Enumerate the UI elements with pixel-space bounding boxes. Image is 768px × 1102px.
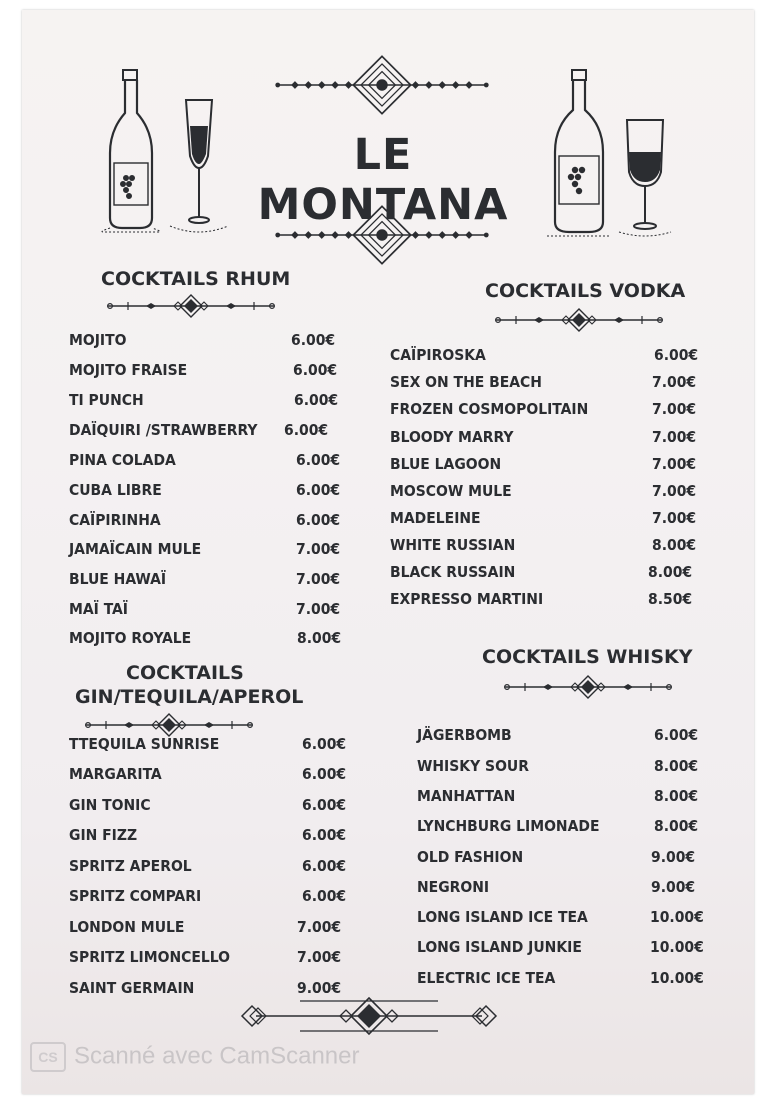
camscanner-logo: CS [30,1042,66,1072]
menu-item [69,570,349,592]
item-price: 6.00€ [302,887,347,905]
menu-item [390,482,710,504]
item-name: JAMAÏCAIN MULE [69,540,202,558]
item-price: 7.00€ [297,918,342,936]
item-name: SPRITZ APEROL [69,857,192,875]
item-price: 8.00€ [648,563,693,581]
menu-item [69,948,354,970]
wine-glass-icon [615,112,675,240]
section-title-whisky: COCKTAILS WHISKY [482,646,693,668]
menu-item [417,817,717,839]
menu-item [390,346,710,368]
item-price: 8.00€ [654,817,699,835]
item-name: WHISKY SOUR [417,757,529,775]
menu-item [417,787,717,809]
item-price: 6.00€ [284,421,329,439]
item-name: NEGRONI [417,878,490,896]
section-divider [503,675,673,699]
menu-item [69,361,349,383]
menu-item [390,563,710,585]
item-price: 8.00€ [654,757,699,775]
item-price: 7.00€ [296,600,341,618]
item-name: BLOODY MARRY [390,428,514,446]
item-name: BLACK RUSSAIN [390,563,516,581]
item-price: 7.00€ [652,509,697,527]
menu-item [417,726,717,748]
item-price: 6.00€ [296,511,341,529]
item-name: SPRITZ LIMONCELLO [69,948,230,966]
section-title-gin-line1: COCKTAILS [126,662,244,684]
item-price: 10.00€ [650,908,704,926]
menu-item [69,481,349,503]
menu-item [390,590,710,612]
menu-item [69,391,349,413]
menu-item [69,451,349,473]
item-name: GIN FIZZ [69,826,138,844]
item-price: 6.00€ [302,857,347,875]
item-price: 9.00€ [651,878,696,896]
menu-item [69,765,354,787]
menu-item [69,796,354,818]
item-name: PINA COLADA [69,451,176,469]
menu-item [390,536,710,558]
item-name: SPRITZ COMPARI [69,887,202,905]
item-name: MARGARITA [69,765,162,783]
section-title-vodka: COCKTAILS VODKA [485,280,686,302]
menu-item [69,421,349,443]
item-price: 8.50€ [648,590,693,608]
item-price: 6.00€ [296,451,341,469]
item-price: 7.00€ [296,540,341,558]
item-price: 6.00€ [654,726,699,744]
item-price: 6.00€ [296,481,341,499]
item-name: LONG ISLAND ICE TEA [417,908,588,926]
menu-item [390,455,710,477]
menu-item [417,757,717,779]
item-name: MOSCOW MULE [390,482,512,500]
item-name: BLUE LAGOON [390,455,502,473]
item-name: ELECTRIC ICE TEA [417,969,556,987]
menu-item [417,969,717,991]
menu-item [69,826,354,848]
menu-title: LE MONTANA [257,130,509,230]
item-price: 8.00€ [297,629,342,647]
item-price: 8.00€ [652,536,697,554]
wine-bottle-icon [545,68,615,240]
menu-item [69,857,354,879]
item-name: SAINT GERMAIN [69,979,195,997]
item-price: 9.00€ [651,848,696,866]
item-price: 7.00€ [652,482,697,500]
item-name: MOJITO FRAISE [69,361,188,379]
item-name: CUBA LIBRE [69,481,162,499]
watermark-text: Scanné avec CamScanner [74,1042,360,1070]
menu-item [417,938,717,960]
menu-item [69,887,354,909]
section-divider [106,294,276,318]
menu-item [390,373,710,395]
item-name: WHITE RUSSIAN [390,536,516,554]
menu-item [69,600,349,622]
item-name: MOJITO [69,331,127,349]
menu-item [417,908,717,930]
item-name: FROZEN COSMOPOLITAIN [390,400,589,418]
item-price: 6.00€ [293,361,338,379]
item-name: DAÏQUIRI /STRAWBERRY [69,421,258,439]
section-divider [494,308,664,332]
section-divider [84,713,254,737]
item-price: 6.00€ [291,331,336,349]
item-name: TI PUNCH [69,391,144,409]
item-name: MANHATTAN [417,787,516,805]
menu-item [417,848,717,870]
item-name: TTEQUILA SUNRISE [69,735,220,753]
item-name: BLUE HAWAÏ [69,570,167,588]
item-name: LYNCHBURG LIMONADE [417,817,600,835]
item-name: SEX ON THE BEACH [390,373,542,391]
menu-item [417,878,717,900]
item-price: 6.00€ [302,796,347,814]
menu-item [69,331,349,353]
section-title-gin-line2: GIN/TEQUILA/APEROL [75,686,304,708]
item-name: LONDON MULE [69,918,185,936]
item-price: 7.00€ [296,570,341,588]
item-price: 6.00€ [302,735,347,753]
item-price: 6.00€ [654,346,699,364]
item-name: MADELEINE [390,509,481,527]
item-name: CAÏPIRINHA [69,511,161,529]
item-price: 7.00€ [297,948,342,966]
item-name: LONG ISLAND JUNKIE [417,938,582,956]
item-price: 7.00€ [652,400,697,418]
menu-item [69,511,349,533]
section-title-rhum: COCKTAILS RHUM [101,268,291,290]
item-name: MOJITO ROYALE [69,629,192,647]
menu-item [69,918,354,940]
menu-item [69,540,349,562]
item-price: 6.00€ [302,826,347,844]
champagne-glass-icon [164,96,230,242]
menu-item [69,629,349,651]
menu-item [390,428,710,450]
item-price: 7.00€ [652,373,697,391]
menu-item [69,735,354,757]
top-ornament [272,55,492,115]
wine-bottle-icon [100,68,162,234]
item-name: CAÏPIROSKA [390,346,486,364]
item-name: JÄGERBOMB [417,726,512,744]
item-price: 9.00€ [297,979,342,997]
item-name: OLD FASHION [417,848,524,866]
menu-item [390,509,710,531]
item-name: MAÏ TAÏ [69,600,128,618]
item-price: 10.00€ [650,938,704,956]
item-price: 6.00€ [294,391,339,409]
item-name: GIN TONIC [69,796,151,814]
item-price: 6.00€ [302,765,347,783]
camscanner-watermark [30,1042,360,1076]
item-price: 10.00€ [650,969,704,987]
item-price: 7.00€ [652,428,697,446]
item-price: 8.00€ [654,787,699,805]
footer-ornament [238,996,500,1036]
item-name: EXPRESSO MARTINI [390,590,544,608]
menu-item [390,400,710,422]
item-price: 7.00€ [652,455,697,473]
